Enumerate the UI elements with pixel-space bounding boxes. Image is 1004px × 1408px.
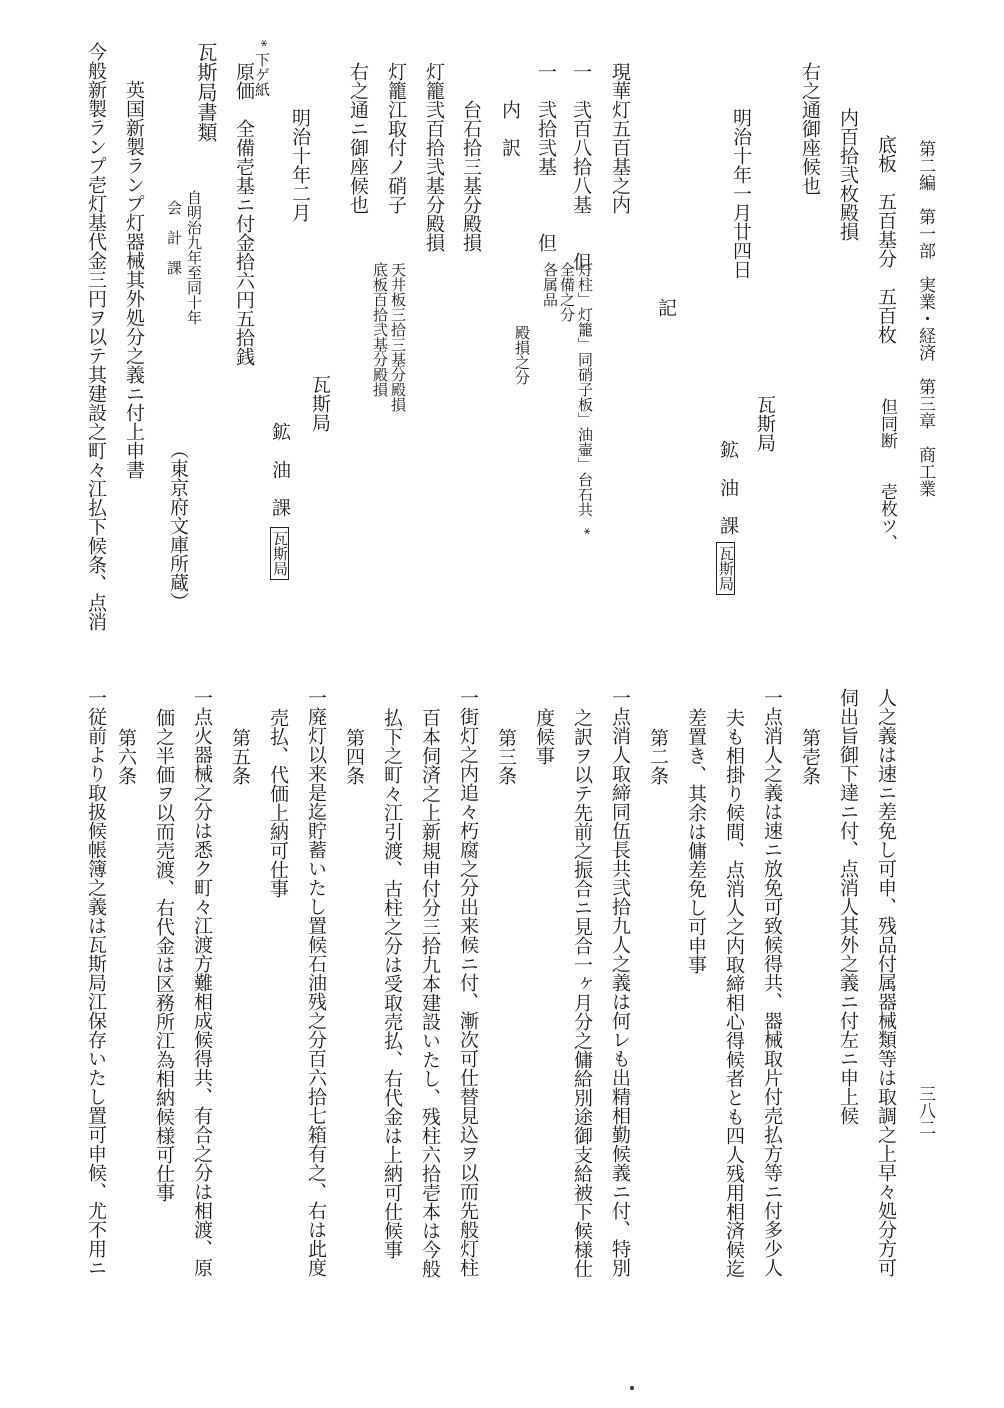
text-column: 一点消人取締同伍長共弐拾九人之義は何レも出精相勤候義ニ付、特別 <box>609 688 631 1277</box>
text-column: 売払、代価上納可仕事 <box>267 708 289 898</box>
text-column: 灯籠弐百拾弐基分殿損 <box>423 62 445 252</box>
text-column: 価之半価ヲ以而売渡、右代金は区務所江為相納候様可仕事 <box>153 708 175 1202</box>
text-column: 百本伺済之上新規申付分三拾九本建設いたし、残柱六拾壱本は今般 <box>419 708 441 1278</box>
text-column: 但同断 壱枚ツ、 <box>877 398 897 551</box>
text-column: 払下之町々江引渡、古柱之分は受取売払、右代金は上納可仕候事 <box>381 708 403 1259</box>
text-column: 一従前より取扱候帳簿之義は瓦斯局江保存いたし置可申候、尤不用ニ <box>85 688 107 1277</box>
text-column: 之訳ヲ以テ先前之振合ニ見合一ヶ月分之傭給別途御支給被下候様仕 <box>571 708 593 1278</box>
department-note: 会 計 課 <box>165 200 183 275</box>
text-column: 夫も相掛り候間、点消人之内取締相心得候者とも四人残用相済候迄 <box>723 708 745 1278</box>
article-heading: 第五条 <box>229 728 251 785</box>
asterisk-mark: * <box>253 40 268 47</box>
period-note: 自明治九年至同十年 <box>185 190 203 325</box>
text-column: 一点消人之義は速ニ放免可致候得共、器械取片付売払方等ニ付多少人 <box>761 688 783 1277</box>
article-heading: 第三条 <box>495 728 517 785</box>
item-note: 全備之分 <box>558 262 576 322</box>
text-column: 今般新製ランプ壱灯基代金三円ヲ以テ其建設之町々江払下候条、点消 <box>85 42 107 631</box>
department-name: 鉱 油 課 <box>269 422 291 517</box>
paper-slip-label: 下ゲ紙 <box>253 52 271 97</box>
running-head: 第二編 第一部 実業・経済 第三章 商工業 <box>915 140 935 497</box>
asterisk-mark: * <box>576 528 591 535</box>
text-column: 差置き、其余は傭差免し可申事 <box>685 708 707 974</box>
page-number: 三八二 <box>915 1085 935 1136</box>
text-column: 右之通御座候也 <box>799 62 821 195</box>
date-line: 明治十年一月廿四日 <box>730 108 752 279</box>
text-column: 度候事 <box>533 708 555 765</box>
document-title: 英国新製ランプ灯器械其外処分之義ニ付上申書 <box>123 80 145 479</box>
stamp-box: 瓦斯局 <box>716 542 735 595</box>
text-column: 一点火器械之分は悉ク町々江渡方難相成候得共、有合之分は相渡、原 <box>191 688 213 1277</box>
section-title: 瓦斯局書類 <box>194 42 218 142</box>
office-name: 瓦斯局 <box>754 395 776 452</box>
item-note: 底板百拾弐基分殿損 <box>371 262 389 397</box>
text-column: 内百拾弐枚殿損 <box>837 108 859 241</box>
item-line: 一 弐百八拾八基 但 <box>570 62 592 271</box>
stray-dot <box>630 1386 634 1390</box>
article-heading: 第二条 <box>647 728 669 785</box>
text-column: 人之義は速ニ差免し可申、残品付属器械類等は取調之上早々処分方可 <box>875 688 897 1277</box>
item-line: 一 弐拾弐基 但 <box>535 62 557 252</box>
text-column: 一廃灯以来是迄貯蓄いたし置候石油残之分百六拾七箱有之、右は此度 <box>305 688 327 1277</box>
department-name: 鉱 油 課 <box>717 440 739 535</box>
article-heading: 第六条 <box>115 728 137 785</box>
text-column: 現華灯五百基之内 <box>609 62 631 214</box>
text-column: 右之通ニ御座候也 <box>347 62 369 214</box>
heading-uchiwake: 内 訳 <box>499 100 521 157</box>
text-column: 底板 五百基分 五百枚 <box>875 135 897 344</box>
article-heading: 第壱条 <box>799 728 821 785</box>
archive-source: （東京府文庫所蔵） <box>167 440 189 611</box>
stamp-box: 瓦斯局 <box>270 527 289 580</box>
text-column: 原価 全備壱基ニ付金拾六円五拾銭 <box>233 62 255 366</box>
date-line: 明治十年二月 <box>289 108 311 222</box>
heading-ki: 記 <box>655 298 677 317</box>
item-note: 天井板三拾三基分殿損 <box>389 262 407 412</box>
item-note: 灯柱」灯籠」同硝子板」油壷」台石共 <box>576 262 594 517</box>
item-note: 各属品 <box>541 262 559 307</box>
item-note: 殿損之分 <box>513 325 531 385</box>
office-name: 瓦斯局 <box>309 375 331 432</box>
text-column: 一街灯之内追々朽腐之分出来候ニ付、漸次可仕替見込ヲ以而先般灯柱 <box>457 688 479 1277</box>
text-column: 灯籠江取付ノ硝子 <box>385 62 407 214</box>
text-column: 台石拾三基分殿損 <box>460 100 482 252</box>
article-heading: 第四条 <box>343 728 365 785</box>
text-column: 伺出旨御下達ニ付、点消人其外之義ニ付左ニ申上候 <box>837 688 859 1125</box>
